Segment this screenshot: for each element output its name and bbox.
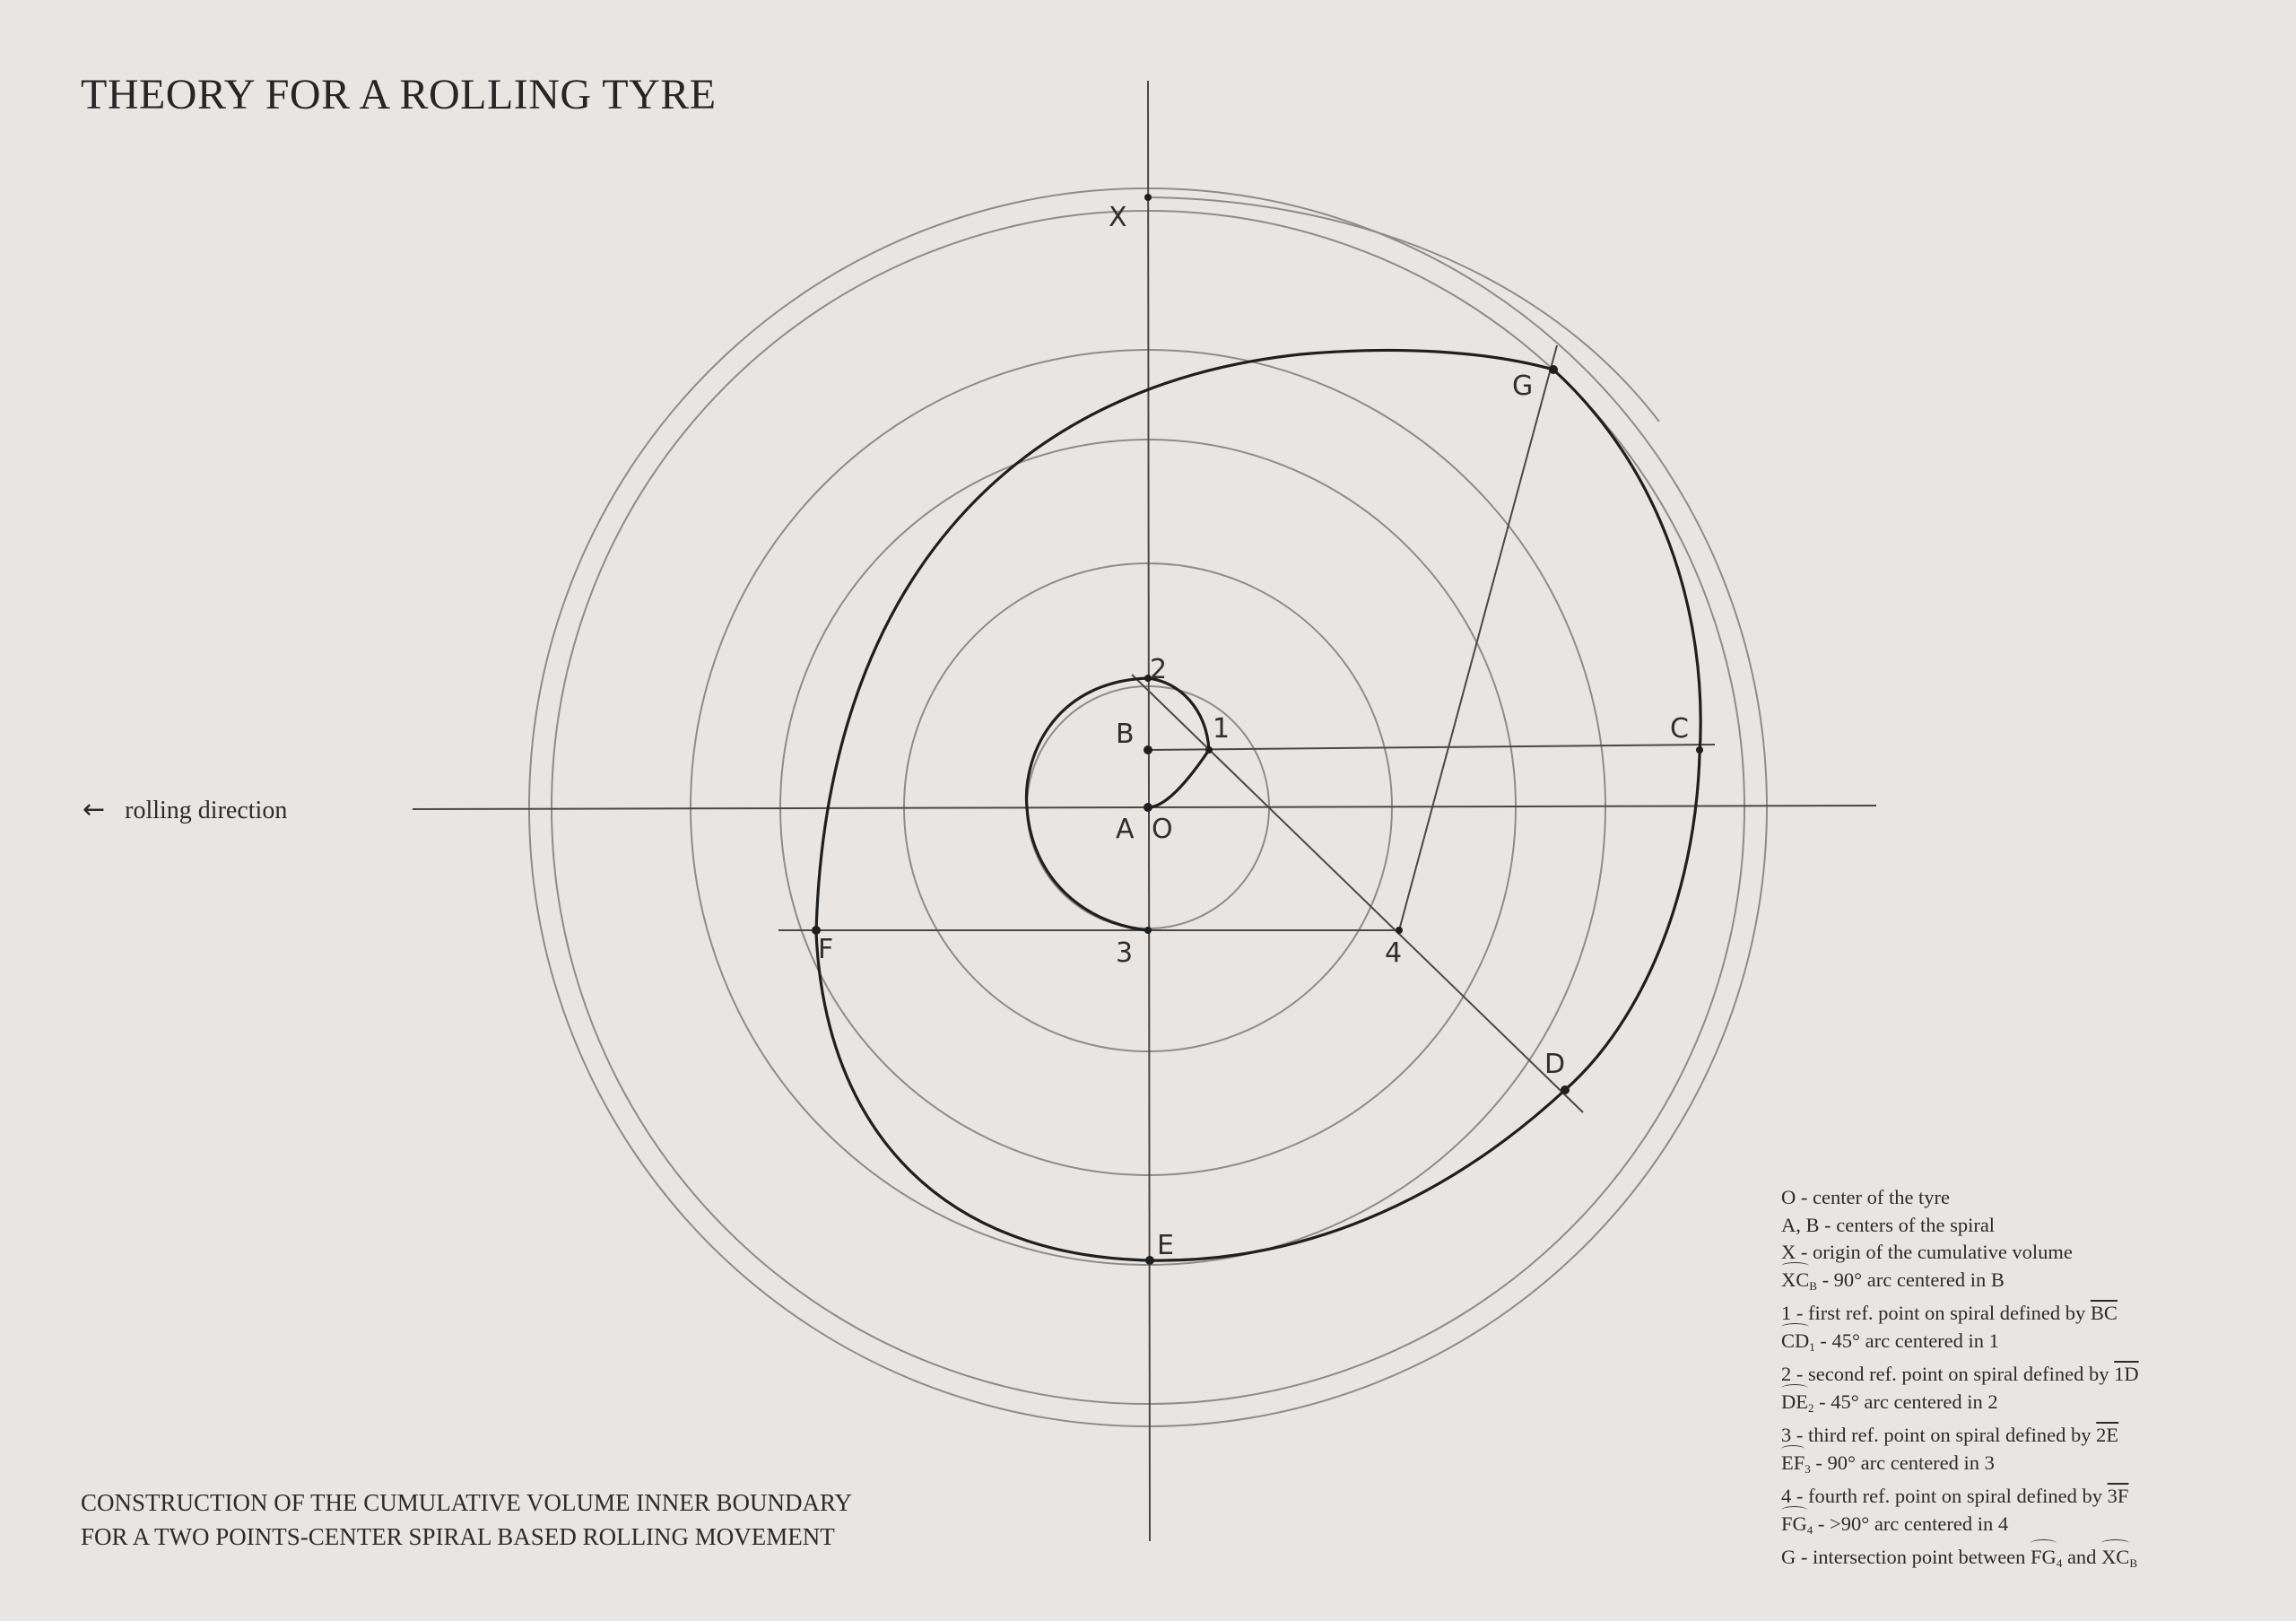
point-B bbox=[1144, 745, 1152, 754]
spiral-arc-AB bbox=[1148, 750, 1209, 807]
line-BC bbox=[1148, 745, 1715, 750]
legend bbox=[1781, 1184, 2139, 1578]
spiral-arc-2-3 bbox=[1026, 678, 1148, 930]
legend-row: A, B - centers of the spiral bbox=[1781, 1213, 1996, 1236]
label-G: G bbox=[1512, 370, 1534, 402]
label-C: C bbox=[1670, 713, 1689, 745]
line-4G bbox=[1399, 345, 1557, 930]
label-X: X bbox=[1109, 202, 1127, 233]
rolling-direction-label: rolling direction bbox=[125, 797, 288, 824]
legend-row: $XC_B - 90^\circ$ arc centered in B bbox=[1781, 1268, 2005, 1293]
spiral-arc-XC bbox=[1553, 370, 1700, 755]
label-D: D bbox=[1544, 1049, 1566, 1080]
point-C bbox=[1696, 746, 1703, 754]
label-2: 2 bbox=[1150, 654, 1168, 685]
label-3: 3 bbox=[1116, 937, 1134, 969]
point-G bbox=[1549, 365, 1558, 374]
legend-row: 3 - third ref. point on spiral defined by 2E bbox=[1781, 1424, 2119, 1446]
caption-line-1: CONSTRUCTION OF THE CUMULATIVE VOLUME INNER BOUNDARY bbox=[81, 1489, 853, 1516]
legend-row: $EF_3 - 90^\circ$ arc centered in 3 bbox=[1781, 1451, 1995, 1476]
legend-row: G - intersection point between $FG_4$ and $XC_B$ bbox=[1781, 1546, 2137, 1570]
spiral-arc-DE bbox=[1150, 1090, 1565, 1260]
legend-row: $CD_1 - 45^\circ$ arc centered in 1 bbox=[1781, 1329, 1999, 1354]
point-1 bbox=[1205, 746, 1213, 754]
legend-row: 1 - first ref. point on spiral defined by $\overline{BC}$ bbox=[1781, 1302, 2118, 1324]
point-X bbox=[1144, 194, 1152, 201]
left-arrow-icon: ← bbox=[83, 794, 106, 825]
legend-row: 2 - second ref. point on spiral defined by 1D bbox=[1781, 1363, 2139, 1385]
point-3 bbox=[1144, 927, 1152, 934]
spiral-arc-1-2 bbox=[1148, 678, 1209, 750]
label-4: 4 bbox=[1385, 937, 1403, 969]
spiral-arc-FG bbox=[816, 350, 1553, 933]
figure-caption bbox=[81, 1486, 852, 1554]
point-A bbox=[1144, 803, 1152, 812]
label-B: B bbox=[1116, 719, 1135, 750]
label-E: E bbox=[1157, 1230, 1174, 1261]
legend-row: $DE_2 - 45^\circ$ arc centered in 2 bbox=[1781, 1390, 1998, 1415]
label-O: O bbox=[1152, 814, 1173, 845]
label-1: 1 bbox=[1213, 713, 1231, 745]
legend-row: $FG_4 - >90^\circ$ arc centered in 4 bbox=[1781, 1512, 2009, 1537]
caption-line-2: FOR A TWO POINTS-CENTER SPIRAL BASED ROLLING MOVEMENT bbox=[81, 1523, 835, 1550]
spiral-arc-EF bbox=[816, 933, 1150, 1260]
arc-XC-pencil bbox=[1148, 197, 1659, 422]
legend-row: X - origin of the cumulative volume bbox=[1781, 1241, 2073, 1263]
page-title: THEORY FOR A ROLLING TYRE bbox=[81, 71, 717, 118]
label-A: A bbox=[1116, 814, 1135, 845]
legend-row: 4 - fourth ref. point on spiral defined by 3F bbox=[1781, 1485, 2129, 1507]
legend-row: O - center of the tyre bbox=[1781, 1186, 1951, 1208]
point-4 bbox=[1396, 927, 1403, 934]
point-D bbox=[1561, 1085, 1570, 1094]
label-F: F bbox=[818, 934, 834, 965]
point-E bbox=[1145, 1256, 1154, 1265]
